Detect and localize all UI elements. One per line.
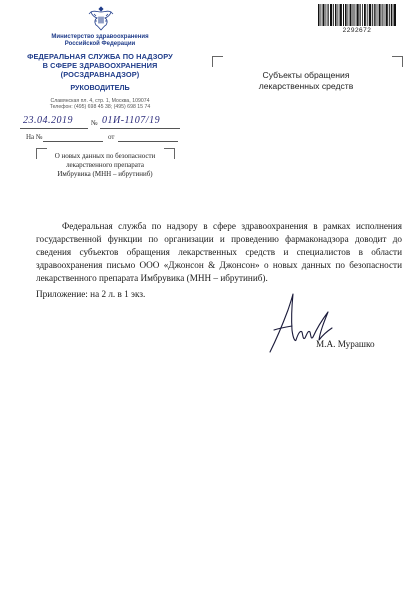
reference-number-underline <box>43 141 103 142</box>
reference-date-label: от <box>108 133 115 141</box>
service-line-2: В СФЕРЕ ЗДРАВООХРАНЕНИЯ <box>42 60 158 70</box>
address-line-2: Телефон: (495) 698 45 38; (495) 698 15 74 <box>49 104 151 111</box>
registration-number: 01И-1107/19 <box>102 115 161 126</box>
attachment-note: Приложение: на 2 л. в 1 экз. <box>36 289 146 299</box>
number-underline <box>100 128 180 129</box>
barcode <box>318 4 396 26</box>
subject-bracket-right <box>164 148 175 159</box>
addressee-bracket-right <box>392 56 403 67</box>
subject-line-2: лекарственного препарата <box>66 160 144 169</box>
barcode-number: 2292672 <box>342 27 372 34</box>
ministry-line-2: Российской Федерации <box>64 41 136 48</box>
letterhead-address <box>20 98 180 110</box>
addressee <box>246 70 366 91</box>
reference-date-underline <box>118 141 178 142</box>
subject-line-3: Имбрувика (МНН – ибрутиниб) <box>57 169 153 178</box>
service-line-3: (РОСЗДРАВНАДЗОР) <box>60 69 140 79</box>
coat-of-arms-icon <box>88 6 114 32</box>
letter-body: Федеральная служба по надзору в сфере здравоохранения в рамках исполнения государственной функции по организации и проведению фармаконадзора доводит до сведения субъектов обращения лекарственных средств и специалистов в области здравоохранения письмо ООО «Джонсон & Джонсон» о новых данных по безопасности лекарственного препарата Имбрувика (МНН – ибрутиниб). <box>36 221 402 284</box>
letter-subject <box>46 152 164 178</box>
address-line-1: Славянская пл. 4, стр. 1, Москва, 109074 <box>50 98 150 104</box>
signatory-name: М.А. Мурашко <box>316 339 375 349</box>
ministry-name <box>20 34 180 48</box>
service-line-1: ФЕДЕРАЛЬНАЯ СЛУЖБА ПО НАДЗОРУ <box>27 52 173 61</box>
number-sign: № <box>91 119 98 127</box>
subject-line-1: О новых данных по безопасности <box>54 152 156 160</box>
registration-date: 23.04.2019 <box>23 115 73 126</box>
addressee-bracket-left <box>212 56 223 67</box>
head-title: РУКОВОДИТЕЛЬ <box>70 83 130 92</box>
date-underline <box>20 128 88 129</box>
service-name <box>20 53 180 80</box>
addressee-line-2: лекарственных средств <box>258 80 354 91</box>
addressee-line-1: Субъекты обращения <box>262 70 350 80</box>
ministry-line-1: Министерство здравоохранения <box>51 34 149 40</box>
reference-number-label: На № <box>26 133 43 141</box>
